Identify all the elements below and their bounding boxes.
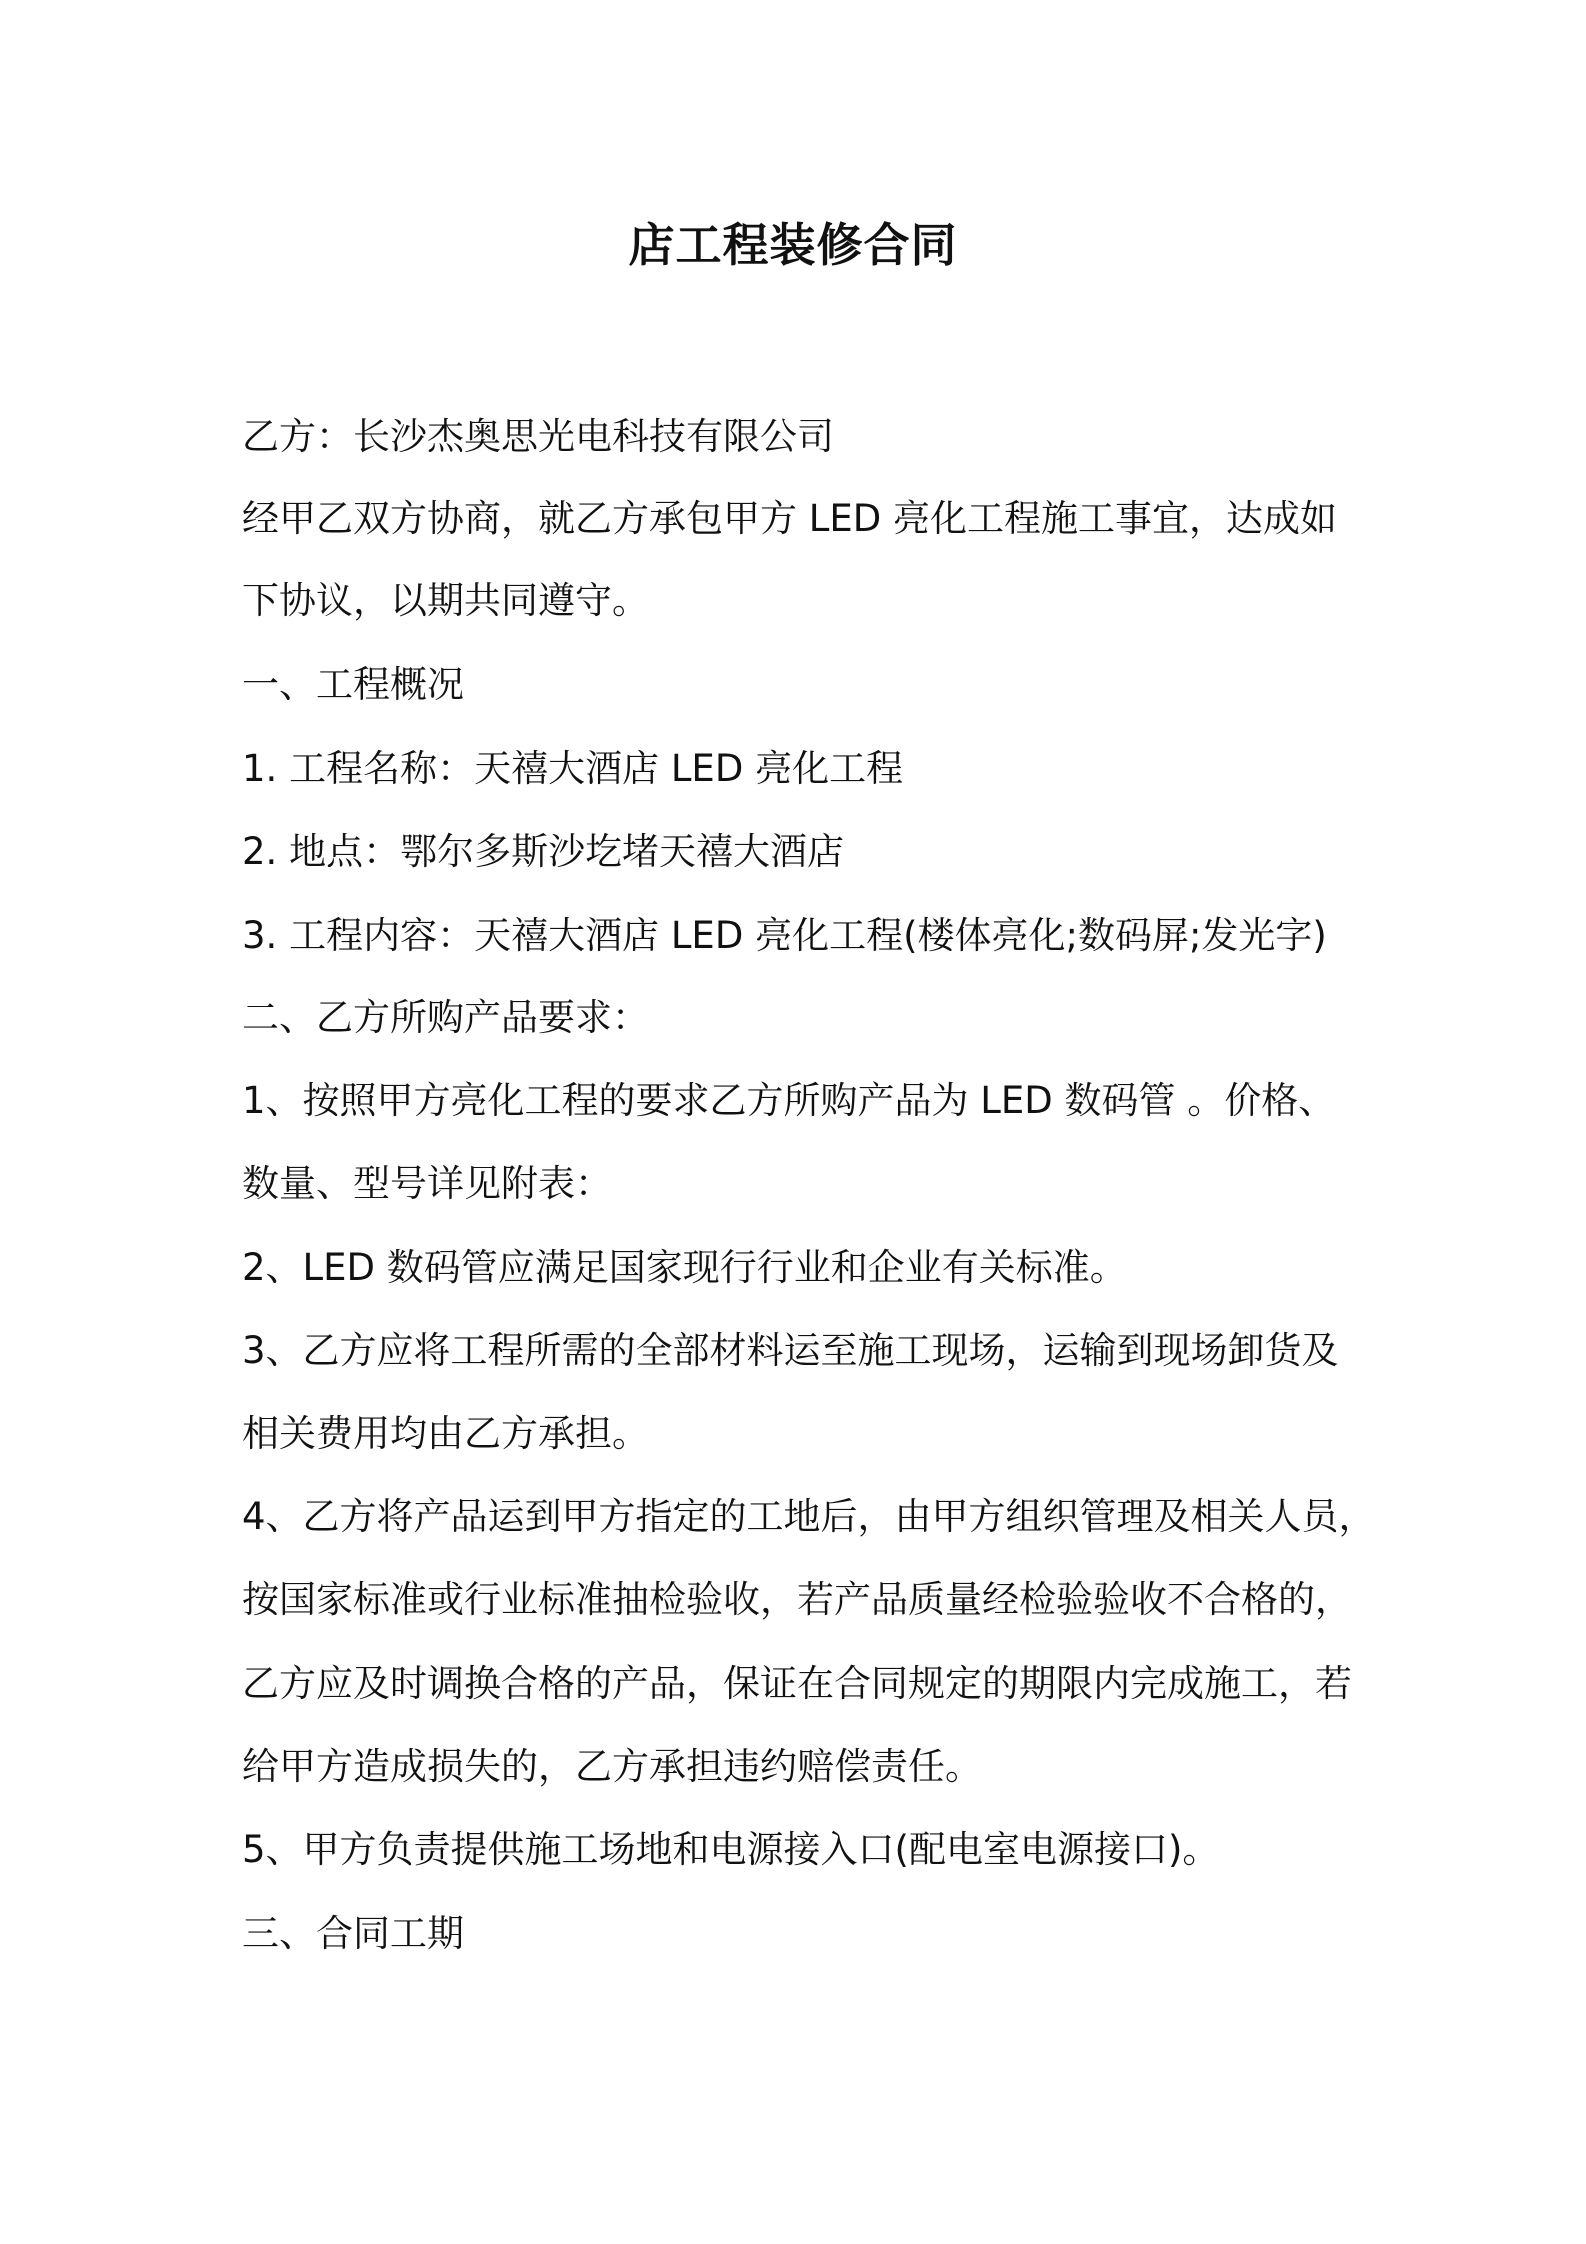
requirement-3-line-1: 3、乙方应将工程所需的全部材料运至施工现场，运输到现场卸货及 bbox=[242, 1329, 1339, 1372]
requirement-5-line: 5、甲方负责提供施工场地和电源接入口(配电室电源接口)。 bbox=[242, 1828, 1220, 1871]
section-3-heading: 三、合同工期 bbox=[242, 1912, 464, 1955]
requirement-2-line: 2、LED 数码管应满足国家现行行业和企业有关标准。 bbox=[242, 1246, 1127, 1289]
requirement-1-line-1: 1、按照甲方亮化工程的要求乙方所购产品为 LED 数码管 。价格、 bbox=[242, 1079, 1336, 1122]
section-1-heading: 一、工程概况 bbox=[242, 663, 464, 706]
requirement-4-line-4: 给甲方造成损失的，乙方承担违约赔偿责任。 bbox=[242, 1745, 982, 1788]
requirement-4-line-3: 乙方应及时调换合格的产品，保证在合同规定的期限内完成施工，若 bbox=[242, 1662, 1352, 1705]
document-title: 店工程装修合同 bbox=[628, 218, 958, 272]
intro-line-2: 下协议，以期共同遵守。 bbox=[242, 579, 649, 622]
project-name-line: 1. 工程名称：天禧大酒店 LED 亮化工程 bbox=[242, 747, 904, 790]
intro-line-1: 经甲乙双方协商，就乙方承包甲方 LED 亮化工程施工事宜，达成如 bbox=[242, 497, 1338, 540]
requirement-4-line-1: 4、乙方将产品运到甲方指定的工地后，由甲方组织管理及相关人员， bbox=[242, 1495, 1376, 1538]
requirement-4-line-2: 按国家标准或行业标准抽检验收，若产品质量经检验验收不合格的， bbox=[242, 1578, 1352, 1621]
requirement-1-line-2: 数量、型号详见附表： bbox=[242, 1162, 612, 1205]
requirement-3-line-2: 相关费用均由乙方承担。 bbox=[242, 1412, 649, 1455]
party-b-line: 乙方：长沙杰奥思光电科技有限公司 bbox=[242, 415, 834, 458]
section-2-heading: 二、乙方所购产品要求： bbox=[242, 996, 649, 1039]
project-content-line: 3. 工程内容：天禧大酒店 LED 亮化工程(楼体亮化;数码屏;发光字) bbox=[242, 914, 1327, 957]
project-location-line: 2. 地点：鄂尔多斯沙圪堵天禧大酒店 bbox=[242, 830, 845, 873]
